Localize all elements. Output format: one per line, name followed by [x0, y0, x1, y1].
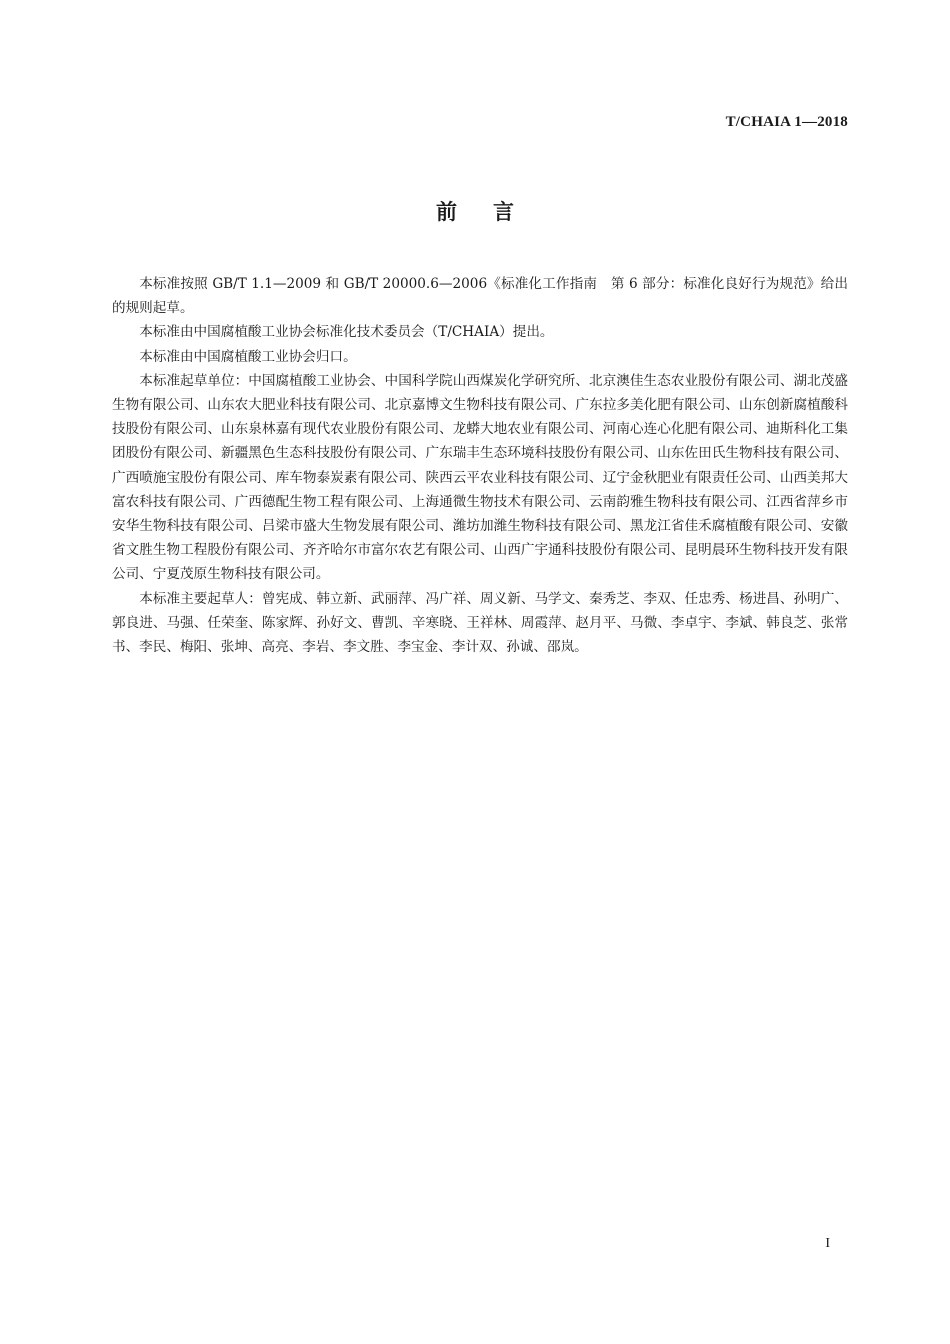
standard-number: T/CHAIA 1—2018: [725, 114, 848, 130]
paragraph-drafting-units: 本标准起草单位：中国腐植酸工业协会、中国科学院山西煤炭化学研究所、北京澳佳生态农业股份有限公司、湖北茂盛生物有限公司、山东农大肥业科技有限公司、北京嘉博文生物科技有限公司、广东拉多美化肥有限公司、山东创新腐植酸科技股份有限公司、山东泉林嘉有现代农业股份有限公司、龙蟒大地农业有限公司、河南心连心化肥有限公司、迪斯科化工集团股份有限公司、新疆黑色生态科技股份有限公司、广东瑞丰生态环境科技股份有限公司、山东佐田氏生物科技有限公司、广西喷施宝股份有限公司、库车物泰炭素有限公司、陕西云平农业科技有限公司、辽宁金秋肥业有限责任公司、山西美邦大富农科技有限公司、广西德配生物工程有限公司、上海通微生物技术有限公司、云南韵雅生物科技有限公司、江西省萍乡市安华生物科技有限公司、吕梁市盛大生物发展有限公司、潍坊加潍生物科技有限公司、黑龙江省佳禾腐植酸有限公司、安徽省文胜生物工程股份有限公司、齐齐哈尔市富尔农艺有限公司、山西广宇通科技股份有限公司、昆明晨环生物科技开发有限公司、宁夏茂原生物科技有限公司。: [112, 372, 848, 583]
page-number: I: [825, 1236, 830, 1251]
paragraph-drafting-rules: 本标准按照 GB/T 1.1—2009 和 GB/T 20000.6—2006《标准化工作指南 第 6 部分：标准化良好行为规范》给出的规则起草。: [112, 276, 848, 317]
foreword-body: [112, 272, 848, 659]
page-title: 前言: [436, 200, 550, 224]
paragraph-proposer: 本标准由中国腐植酸工业协会标准化技术委员会（T/CHAIA）提出。: [139, 324, 554, 341]
paragraph-drafters: 本标准主要起草人：曾宪成、韩立新、武丽萍、冯广祥、周义新、马学文、秦秀芝、李双、任忠秀、杨进昌、孙明广、郭良进、马强、任荣奎、陈家辉、孙好文、曹凯、辛寒晓、王祥林、周霞萍、赵月平、马微、李卓宇、李斌、韩良芝、张常书、李民、梅阳、张坤、高亮、李岩、李文胜、李宝金、李计双、孙诚、邵岚。: [112, 590, 848, 656]
paragraph-administrator: 本标准由中国腐植酸工业协会归口。: [139, 348, 357, 365]
